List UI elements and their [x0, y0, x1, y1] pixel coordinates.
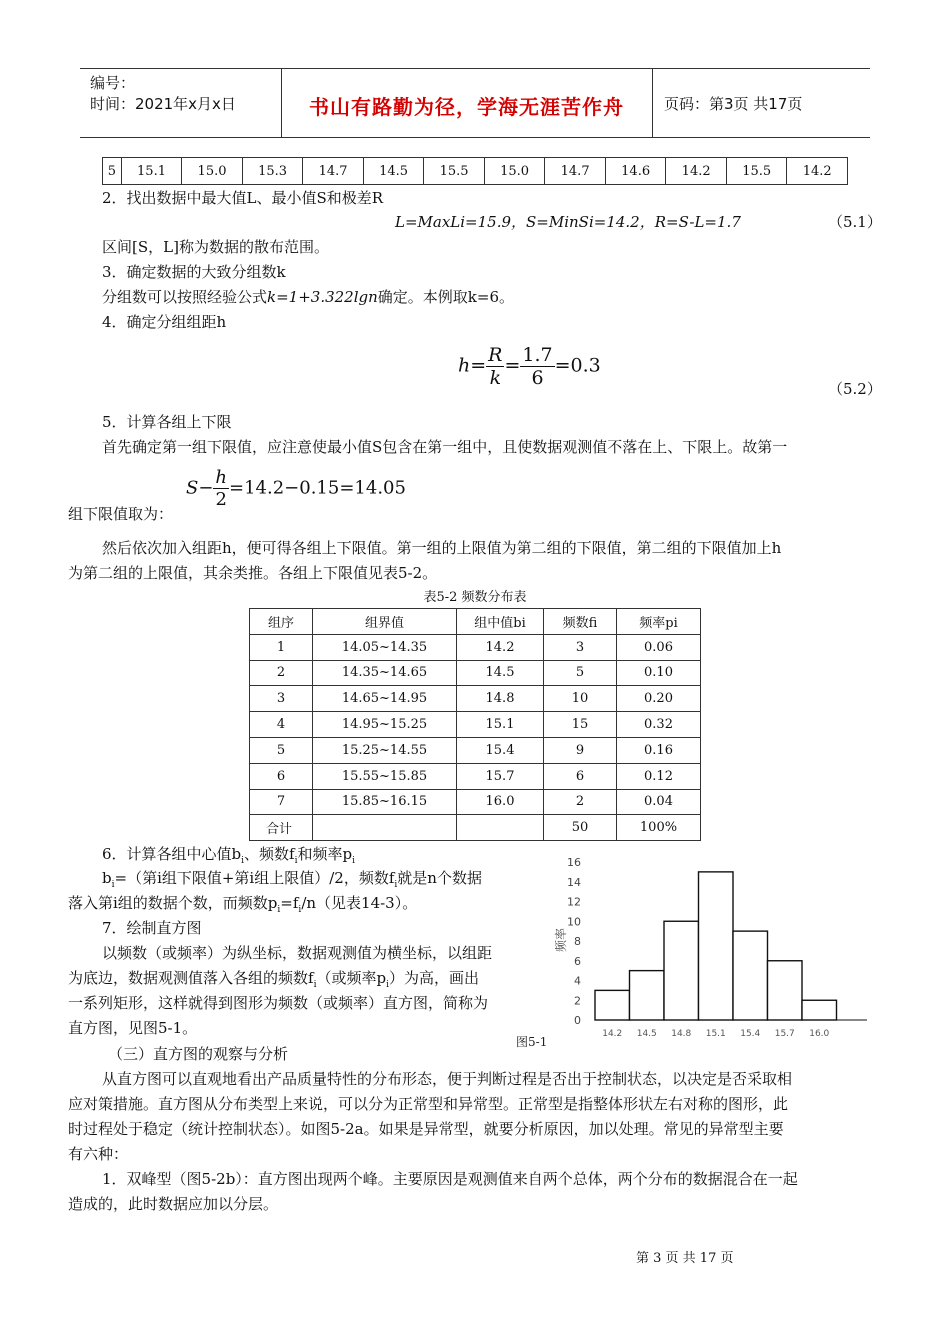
- table-cell: 14.2: [787, 158, 848, 185]
- column-header: 组序: [250, 609, 313, 635]
- step6-line1-c: 就是n个数据: [397, 869, 482, 887]
- histogram-bar: [595, 990, 630, 1020]
- fraction-numerator: h: [215, 467, 228, 488]
- step6-line1-b: =（第i组下限值+第i组上限值）/2，频数f: [114, 869, 395, 887]
- table-cell: 1: [250, 634, 313, 660]
- subscript-i: i: [277, 905, 281, 915]
- table-cell: 15.3: [242, 158, 303, 185]
- table-cell: 15.5: [424, 158, 485, 185]
- step5-para2b: 为第二组的上限值，其余类推。各组上下限值见表5-2。: [68, 564, 438, 582]
- table-cell: 5: [103, 158, 122, 185]
- table-cell: 7: [250, 789, 313, 815]
- fraction-values: [520, 344, 554, 389]
- data-row-table: [102, 157, 848, 185]
- table-cell: 0.16: [617, 737, 701, 763]
- step3-formula: k=1+3.322lgn: [267, 288, 378, 306]
- column-header: 频数fi: [544, 609, 617, 635]
- step7-line1: 以频数（或频率）为纵坐标，数据观测值为横坐标，以组距: [102, 944, 493, 962]
- table-cell: 14.65~14.95: [313, 686, 457, 712]
- section3-heading: （三）直方图的观察与分析: [108, 1045, 289, 1063]
- step3-heading: 3．确定数据的大致分组数k: [102, 263, 286, 281]
- time-label: 时间：2021年x月x日: [90, 95, 236, 113]
- figure-caption: 图5-1: [516, 1035, 548, 1049]
- table-caption: 表5-2 频数分布表: [423, 590, 527, 605]
- y-tick-label: 4: [574, 974, 581, 988]
- table-cell: 14.2: [457, 634, 544, 660]
- table-row: [250, 686, 701, 712]
- step6-line1-a: b: [102, 869, 112, 887]
- table-cell: [457, 815, 544, 841]
- table-cell: 15.7: [457, 763, 544, 789]
- table-cell: 15.0: [182, 158, 243, 185]
- table-cell: 9: [544, 737, 617, 763]
- subscript-i: i: [352, 856, 355, 866]
- x-tick-label: 16.0: [809, 1029, 830, 1039]
- table-cell: 15.25~14.55: [313, 737, 457, 763]
- number-label: 编号：: [90, 74, 136, 92]
- step6-line2-b: =f: [280, 894, 299, 912]
- step6-line2-a: 落入第i组的数据个数，而频数p: [68, 894, 278, 912]
- section3-para-line: 有六种：: [68, 1145, 129, 1163]
- histogram-bar: [630, 971, 665, 1020]
- table-cell: 6: [544, 763, 617, 789]
- histogram-chart: [516, 850, 875, 1049]
- table-cell: 15.55~15.85: [313, 763, 457, 789]
- page-header: [80, 68, 870, 138]
- table-cell: 6: [250, 763, 313, 789]
- subscript-i: i: [386, 980, 389, 990]
- subscript-i: i: [298, 905, 302, 915]
- table-cell: 0.04: [617, 789, 701, 815]
- step2-heading: 2．找出数据中最大值L、最小值S和极差R: [102, 189, 384, 207]
- h-lhs: h=: [458, 354, 487, 377]
- step6-heading-a: 6．计算各组中心值b: [102, 845, 242, 863]
- fraction-numerator: R: [488, 344, 503, 366]
- table-cell: 14.6: [605, 158, 666, 185]
- y-tick-label: 8: [574, 935, 581, 948]
- table-row: [250, 634, 701, 660]
- header-info-cell: [80, 69, 282, 137]
- column-header: 频率pi: [617, 609, 701, 635]
- motto: 书山有路勤为径，学海无涯苦作舟: [309, 95, 624, 119]
- table-cell: 5: [544, 660, 617, 686]
- y-tick-label: 14: [567, 875, 581, 889]
- eq-number-5-2: （5.2）: [828, 380, 882, 398]
- table-cell: 0.06: [617, 634, 701, 660]
- subscript-i: i: [111, 880, 115, 890]
- subscript-i: i: [241, 856, 245, 866]
- histogram-bar: [733, 931, 768, 1020]
- column-header: 组界值: [313, 609, 457, 635]
- step7-line4: 直方图，见图5-1。: [68, 1019, 198, 1037]
- table-cell: 14.7: [303, 158, 364, 185]
- table-cell: 15.5: [726, 158, 787, 185]
- table-cell: 14.5: [363, 158, 424, 185]
- formula-5-2: h= $\frac{R}{k}$ = $\frac{1.7}{6}$ =0.3: [458, 344, 601, 389]
- x-tick-label: 15.7: [774, 1029, 795, 1039]
- table-cell: 14.35~14.65: [313, 660, 457, 686]
- step3-text: [102, 285, 514, 309]
- fraction-numerator: 1.7: [522, 344, 553, 366]
- step7-line2-b: （或频率p: [316, 969, 387, 987]
- step3-text-a: 分组数可以按照经验公式: [102, 288, 268, 306]
- y-axis-label: 频率: [554, 927, 568, 953]
- table-cell: 2: [544, 789, 617, 815]
- fraction-denominator: 6: [531, 367, 544, 389]
- page-footer: 第 3 页 共 17 页: [636, 1251, 734, 1266]
- table-cell: 5: [250, 737, 313, 763]
- table-cell: 15.4: [457, 737, 544, 763]
- fraction-h-2: [213, 467, 229, 510]
- x-tick-label: 14.8: [671, 1029, 692, 1039]
- column-header: 组中值bi: [457, 609, 544, 635]
- subscript-i: i: [294, 856, 298, 866]
- table-cell: 15.0: [484, 158, 545, 185]
- table-cell: 15.1: [457, 712, 544, 738]
- step7-heading: 7．绘制直方图: [102, 919, 202, 937]
- header-motto-cell: [281, 69, 653, 137]
- table-cell: 0.20: [617, 686, 701, 712]
- expr-rest: =14.2−0.15=14.05: [229, 477, 406, 499]
- table-total-row: [250, 815, 701, 841]
- table-row: [250, 789, 701, 815]
- eq-number-5-1: （5.1）: [828, 213, 882, 231]
- table-cell: 3: [544, 634, 617, 660]
- table-header-row: [250, 609, 701, 635]
- table-cell: 14.7: [545, 158, 606, 185]
- step7-line2-c: ）为高，画出: [388, 969, 479, 987]
- lower-limit-formula: [186, 467, 406, 510]
- table-row: [250, 712, 701, 738]
- table-cell: 4: [250, 712, 313, 738]
- table-cell: 0.12: [617, 763, 701, 789]
- h-result: =0.3: [554, 354, 601, 377]
- y-tick-label: 6: [574, 954, 581, 968]
- table-cell: 15.85~16.15: [313, 789, 457, 815]
- step5-para2: 然后依次加入组距h，便可得各组上下限值。第一组的上限值为第二组的下限值，第二组的下限值加上h: [102, 539, 782, 557]
- table-cell: 14.8: [457, 686, 544, 712]
- section3-para-line: 时过程处于稳定（统计控制状态）。如图5-2a。如果是异常型，就要分析原因，加以处理。常见的异常型主要: [68, 1120, 784, 1138]
- table-cell: 2: [250, 660, 313, 686]
- y-tick-label: 0: [574, 1014, 581, 1027]
- page-info: 页码：第3页 共17页: [664, 95, 803, 113]
- section3-para-line: 从直方图可以直观地看出产品质量特性的分布形态，便于判断过程是否出于控制状态，以决定是否采取相: [102, 1070, 793, 1088]
- table-cell: 14.95~15.25: [313, 712, 457, 738]
- table-row: [103, 158, 848, 185]
- header-page-cell: [652, 69, 870, 137]
- step5-heading: 5．计算各组上下限: [102, 413, 232, 431]
- y-tick-label: 10: [567, 915, 581, 929]
- step6-heading-c: 和频率p: [297, 845, 353, 863]
- table-row: [250, 737, 701, 763]
- fraction-denominator: k: [489, 367, 502, 389]
- formula-5-1: L=MaxLi=15.9，S=MinSi=14.2，R=S-L=1.7: [395, 213, 741, 231]
- step7-line2-a: 为底边，数据观测值落入各组的频数f: [68, 969, 314, 987]
- table-cell: 50: [544, 815, 617, 841]
- step5-para1: 首先确定第一组下限值，应注意使最小值S包含在第一组中，且使数据观测值不落在上、下限上。故第一: [102, 438, 788, 456]
- step6-heading-b: 、频数f: [244, 845, 295, 863]
- table-cell: 14.5: [457, 660, 544, 686]
- x-tick-label: 14.5: [636, 1029, 657, 1039]
- step4-heading: 4．确定分组组距h: [102, 313, 227, 331]
- table-cell: 合计: [250, 815, 313, 841]
- y-tick-label: 16: [567, 856, 581, 869]
- table-cell: 14.05~14.35: [313, 634, 457, 660]
- subscript-i: i: [313, 980, 317, 990]
- x-tick-label: 15.4: [740, 1029, 761, 1039]
- y-tick-label: 12: [567, 895, 581, 909]
- y-tick-label: 2: [574, 994, 581, 1008]
- table-cell: 16.0: [457, 789, 544, 815]
- step6-line2-c: /n（见表14-3）。: [301, 894, 418, 912]
- fraction-r-k: [486, 344, 504, 389]
- table-cell: [313, 815, 457, 841]
- subscript-i: i: [394, 880, 398, 890]
- step5-para1b: 组下限值取为：: [68, 505, 174, 523]
- x-tick-label: 14.2: [602, 1029, 623, 1039]
- table-cell: 14.2: [666, 158, 727, 185]
- table-cell: 15.1: [121, 158, 182, 185]
- histogram-bar: [664, 921, 699, 1020]
- table-row: [250, 660, 701, 686]
- step3-text-b: 确定。本例取k=6。: [377, 288, 514, 306]
- table-cell: 10: [544, 686, 617, 712]
- expr-s: S−: [186, 477, 214, 499]
- histogram-bar: [768, 961, 803, 1020]
- section3-para-line: 应对策措施。直方图从分布类型上来说，可以分为正常型和异常型。正常型是指整体形状左右对称的图形，此: [68, 1095, 789, 1113]
- section3-para-line: 1．双峰型（图5-2b）：直方图出现两个峰。主要原因是观测值来自两个总体，两个分布的数据混合在一起: [102, 1170, 798, 1188]
- table-cell: 15: [544, 712, 617, 738]
- table-row: [250, 763, 701, 789]
- histogram-bar: [699, 872, 734, 1020]
- table-cell: 3: [250, 686, 313, 712]
- fraction-denominator: 2: [215, 489, 227, 510]
- table-cell: 100%: [617, 815, 701, 841]
- table-cell: 0.32: [617, 712, 701, 738]
- frequency-table: [249, 608, 701, 841]
- step7-line3: 一系列矩形，这样就得到图形为频数（或频率）直方图，简称为: [68, 994, 489, 1012]
- step2-note: 区间[S，L]称为数据的散布范围。: [102, 238, 329, 256]
- section3-para-line: 造成的，此时数据应加以分层。: [68, 1195, 279, 1213]
- table-cell: 0.10: [617, 660, 701, 686]
- x-tick-label: 15.1: [705, 1029, 726, 1039]
- histogram-bar: [802, 1000, 837, 1020]
